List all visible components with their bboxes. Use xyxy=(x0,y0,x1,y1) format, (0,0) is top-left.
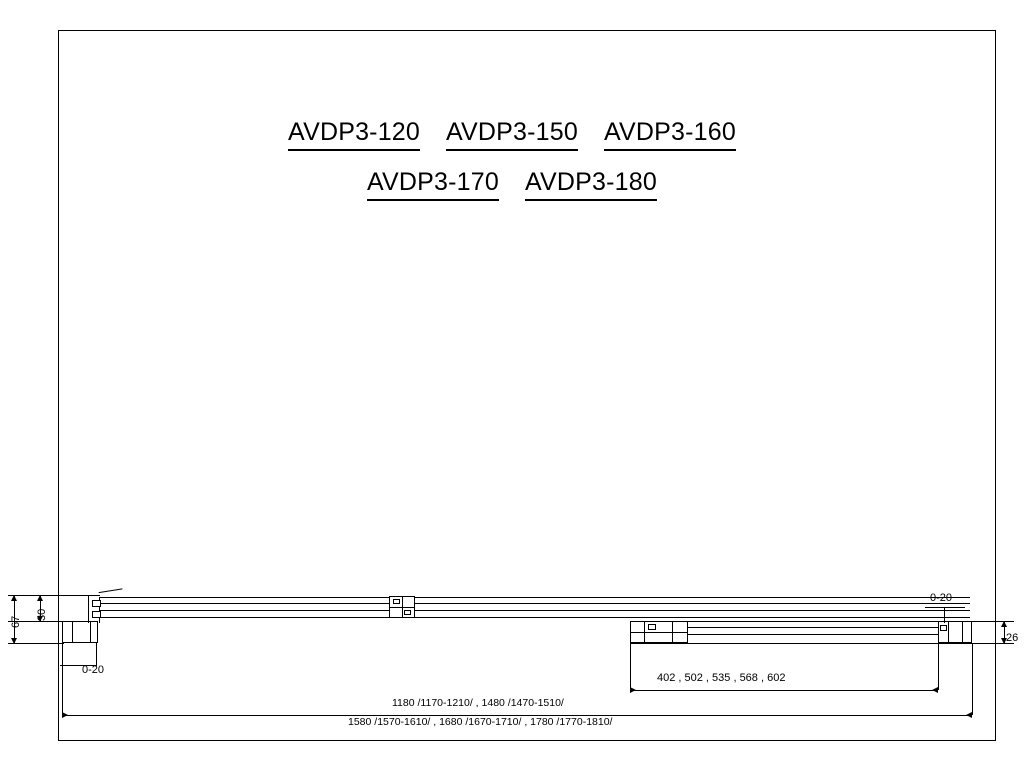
roller-left-wheel-bottom xyxy=(404,610,411,615)
top-rail-line-4 xyxy=(100,617,970,618)
panel-dim-ext-right xyxy=(938,643,939,690)
dim-67-label: 67 xyxy=(10,615,22,628)
lower-rail-line-4 xyxy=(630,643,970,644)
left-wall-inner-line xyxy=(72,621,73,643)
model-avdp3-150: AVDP3-150 xyxy=(446,118,578,151)
door-panel-widths-label: 402 , 502 , 535 , 568 , 602 xyxy=(657,672,786,684)
ext-line-right-top xyxy=(968,621,1014,622)
dim-30-arrow-top xyxy=(37,595,43,601)
lower-rail-line-3 xyxy=(688,634,970,635)
panel-dim-line xyxy=(630,690,938,691)
dim-30-label: 30 xyxy=(36,608,48,621)
dim-67-arrow-top xyxy=(11,595,17,601)
panel-dim-arrow-left xyxy=(630,687,636,693)
lower-rail-line-2 xyxy=(688,627,970,628)
dim-26-label: 26 xyxy=(1006,632,1019,644)
top-rail-line-3 xyxy=(100,610,970,611)
top-rail-line-2 xyxy=(100,603,970,604)
lower-rail-line-1 xyxy=(630,621,970,622)
top-rail-line-1 xyxy=(100,597,970,598)
dim-26-arrow-top xyxy=(1001,621,1007,627)
dim-67-arrow-bottom xyxy=(11,638,17,644)
leader-right-0-20-vert xyxy=(944,607,945,623)
model-avdp3-120: AVDP3-120 xyxy=(288,118,420,151)
overall-dim-arrow-left xyxy=(62,712,68,718)
right-wall-inner-line xyxy=(948,621,949,643)
roller-carriage-left-mid xyxy=(389,607,415,608)
left-wall-profile xyxy=(62,621,98,643)
title-line-2 xyxy=(0,168,1024,201)
model-avdp3-180: AVDP3-180 xyxy=(525,168,657,201)
roller-carriage-right-mid xyxy=(630,632,688,633)
panel-dim-arrow-right xyxy=(932,687,938,693)
leader-left-0-20-vert xyxy=(96,643,97,665)
overall-dim-arrow-right xyxy=(966,712,972,718)
left-jamb-outer-edge xyxy=(88,595,89,623)
overall-width-label-line-2: 1580 /1570-1610/ , 1680 /1670-1710/ , 1780 /1770-1810/ xyxy=(348,716,613,728)
ext-line-left-top xyxy=(8,595,100,596)
roller-left-wheel-top xyxy=(393,599,400,604)
leader-right-0-20-horz xyxy=(925,607,965,608)
right-gap-label: 0-20 xyxy=(930,592,953,604)
panel-dim-ext-left xyxy=(630,643,631,690)
overall-dim-ext-left xyxy=(62,643,63,715)
right-hinge-block xyxy=(940,625,947,631)
right-wall-inner-line-2 xyxy=(962,621,963,643)
left-wall-inner-line-2 xyxy=(90,621,91,643)
model-avdp3-170: AVDP3-170 xyxy=(367,168,499,201)
title-line-1 xyxy=(0,118,1024,151)
overall-dim-ext-right xyxy=(972,643,973,715)
roller-right-wheel xyxy=(648,624,656,630)
overall-width-label-line-1: 1180 /1170-1210/ , 1480 /1470-1510/ xyxy=(392,697,564,709)
model-avdp3-160: AVDP3-160 xyxy=(604,118,736,151)
left-gap-label: 0-20 xyxy=(82,664,105,676)
